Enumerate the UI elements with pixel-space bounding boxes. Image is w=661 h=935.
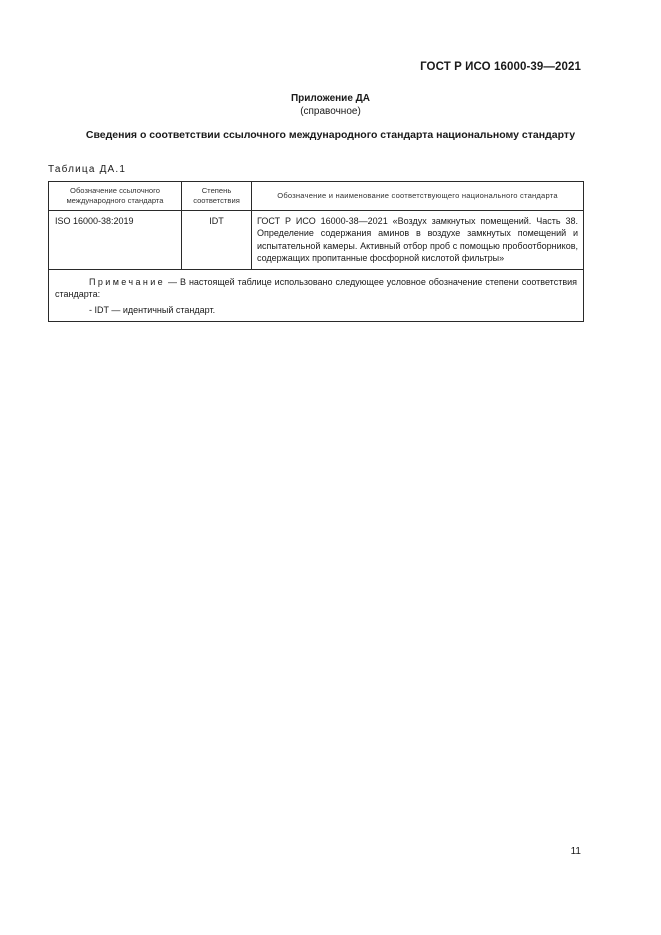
- table-caption: Таблица ДА.1: [48, 164, 127, 175]
- table-note-row: [49, 269, 584, 321]
- table-row: [49, 211, 584, 270]
- correspondence-table: [48, 181, 584, 322]
- note-item: - IDT — идентичный стандарт.: [89, 305, 216, 316]
- column-header-reference: Обозначение ссылочного международного стандарта: [49, 182, 182, 211]
- cell-reference: ISO 16000-38:2019: [49, 211, 182, 270]
- note-text: — В настоящей таблице использовано следующее условное обозначение степени соответствия стандарта:: [55, 276, 577, 300]
- column-header-national: Обозначение и наименование соответствующего национального стандарта: [252, 182, 584, 211]
- note-label: Примечание: [89, 276, 166, 287]
- annex-block: [0, 92, 661, 118]
- table-header-row: [49, 182, 584, 211]
- document-code: ГОСТ Р ИСО 16000-39—2021: [420, 61, 581, 73]
- section-heading: Сведения о соответствии ссылочного международного стандарта национальному стандарту: [85, 129, 576, 141]
- cell-degree: IDT: [182, 211, 252, 270]
- page-number: 11: [570, 846, 581, 857]
- cell-national: ГОСТ Р ИСО 16000-38—2021 «Воздух замкнутых помещений. Часть 38. Определение содержания аминов в воздухе замкнутых помещений и испытательной камеры. Активный отбор проб с помощью пробоотборников, содержащих пропитанные фосфорной кислотой фильтры»: [252, 211, 584, 270]
- annex-subtitle: (справочное): [300, 106, 361, 117]
- table-note: [49, 269, 584, 321]
- annex-title: Приложение ДА: [290, 93, 371, 104]
- column-header-degree: Степень соответствия: [182, 182, 252, 211]
